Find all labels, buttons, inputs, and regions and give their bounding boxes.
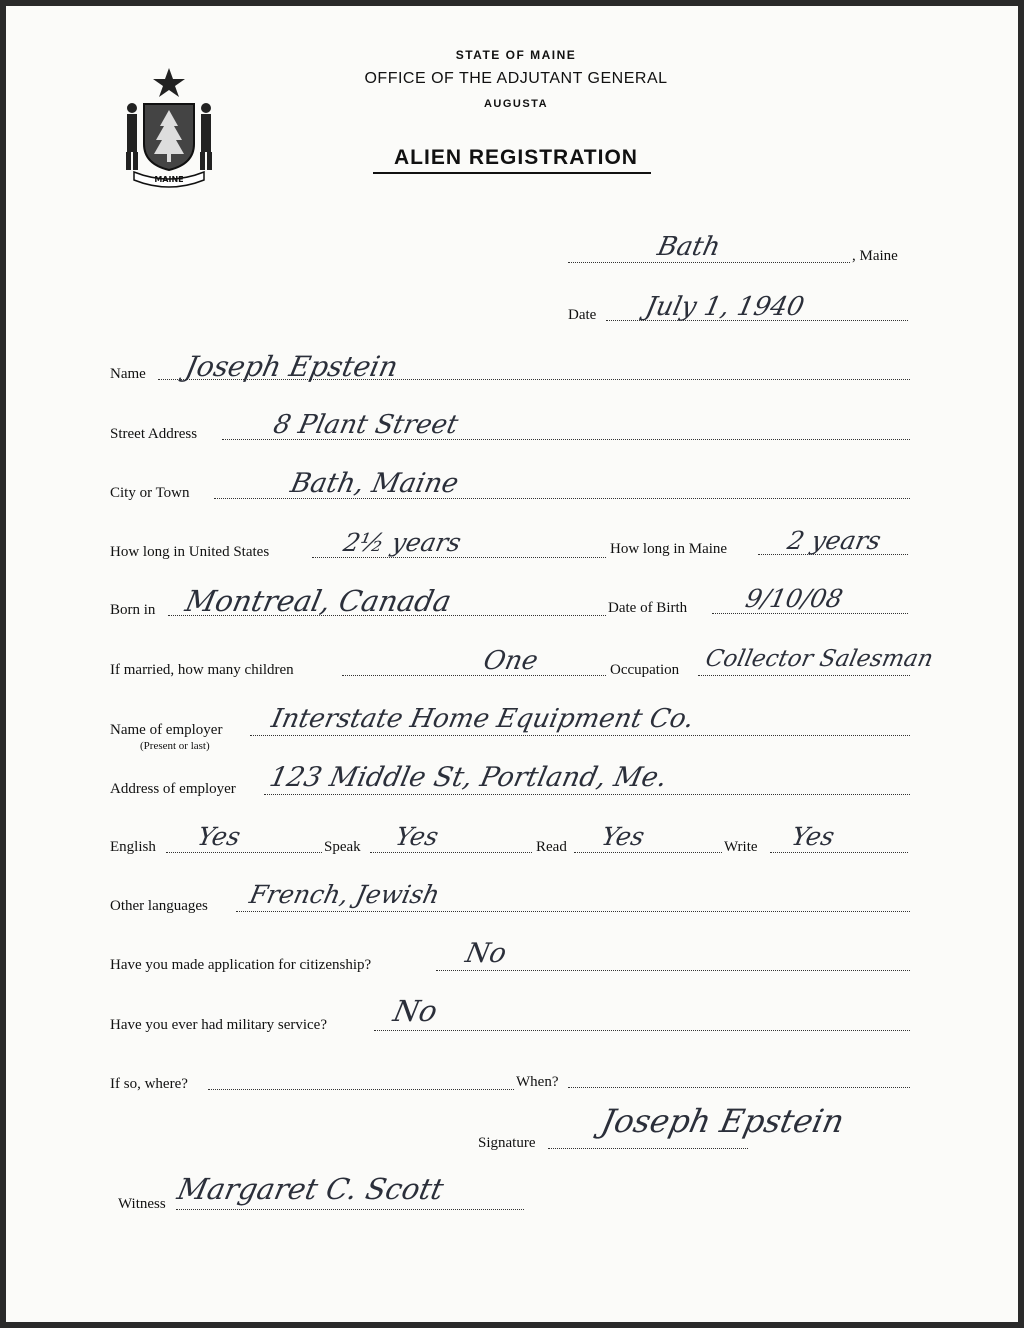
write-value: Yes bbox=[788, 822, 838, 851]
speak-value: Yes bbox=[392, 822, 442, 851]
read-value: Yes bbox=[598, 822, 648, 851]
state-heading: STATE OF MAINE bbox=[455, 48, 577, 62]
occupation-value: Collector Salesman bbox=[703, 646, 936, 672]
children-value: One bbox=[480, 646, 541, 676]
how-long-us-line bbox=[312, 557, 606, 558]
signature-value: Joseph Epstein bbox=[597, 1102, 848, 1140]
form-title: ALIEN REGISTRATION bbox=[394, 146, 638, 169]
born-in-value: Montreal, Canada bbox=[182, 584, 455, 618]
how-long-us-label: How long in United States bbox=[110, 544, 270, 560]
occupation-label: Occupation bbox=[610, 662, 680, 678]
employer-address-value: 123 Middle St, Portland, Me. bbox=[266, 762, 670, 793]
where-line bbox=[208, 1089, 514, 1090]
how-long-maine-label: How long in Maine bbox=[610, 541, 728, 557]
employer-name-value: Interstate Home Equipment Co. bbox=[268, 704, 697, 734]
when-line bbox=[568, 1087, 910, 1088]
street-address-value: 8 Plant Street bbox=[270, 410, 461, 440]
date-value: July 1, 1940 bbox=[642, 292, 807, 322]
employer-note-label: (Present or last) bbox=[140, 740, 210, 752]
write-label: Write bbox=[724, 839, 758, 855]
registration-form bbox=[6, 6, 1018, 1322]
military-line bbox=[374, 1030, 910, 1031]
employer-address-label: Address of employer bbox=[110, 781, 236, 797]
signature-label: Signature bbox=[478, 1135, 536, 1151]
occupation-line bbox=[698, 675, 910, 676]
date-of-birth-value: 9/10/08 bbox=[742, 584, 846, 613]
english-label: English bbox=[110, 839, 156, 855]
signature-line bbox=[548, 1148, 748, 1149]
citizenship-line bbox=[436, 970, 910, 971]
how-long-us-value: 2½ years bbox=[340, 528, 464, 557]
speak-line bbox=[370, 852, 532, 853]
citizenship-value: No bbox=[462, 938, 510, 969]
date-of-birth-line bbox=[712, 613, 908, 614]
children-line bbox=[342, 675, 606, 676]
witness-label: Witness bbox=[118, 1196, 166, 1212]
born-in-label: Born in bbox=[110, 602, 156, 618]
title-underline bbox=[373, 172, 651, 174]
employer-name-label: Name of employer bbox=[110, 722, 223, 738]
name-value: Joseph Epstein bbox=[182, 350, 401, 383]
employer-address-line bbox=[264, 794, 910, 795]
other-languages-value: French, Jewish bbox=[246, 880, 443, 909]
other-languages-label: Other languages bbox=[110, 898, 208, 914]
read-label: Read bbox=[536, 839, 567, 855]
name-label: Name bbox=[110, 366, 146, 382]
if-so-where-label: If so, where? bbox=[110, 1076, 188, 1092]
place-value: Bath bbox=[654, 232, 724, 262]
speak-label: Speak bbox=[324, 839, 361, 855]
city-town-value: Bath, Maine bbox=[287, 468, 462, 499]
city-heading: AUGUSTA bbox=[483, 98, 549, 110]
office-heading: OFFICE OF THE ADJUTANT GENERAL bbox=[364, 70, 668, 87]
other-languages-line bbox=[236, 911, 910, 912]
employer-name-line bbox=[250, 735, 910, 736]
svg-text:MAINE: MAINE bbox=[154, 175, 184, 184]
married-children-label: If married, how many children bbox=[110, 662, 294, 678]
military-label: Have you ever had military service? bbox=[110, 1017, 327, 1033]
read-line bbox=[574, 852, 722, 853]
military-value: No bbox=[390, 994, 441, 1028]
street-address-label: Street Address bbox=[110, 426, 198, 442]
witness-value: Margaret C. Scott bbox=[174, 1172, 447, 1206]
english-value: Yes bbox=[194, 822, 244, 851]
maine-label: , Maine bbox=[852, 248, 898, 264]
city-town-label: City or Town bbox=[110, 485, 190, 501]
date-of-birth-label: Date of Birth bbox=[608, 600, 688, 616]
how-long-maine-value: 2 years bbox=[784, 526, 884, 555]
write-line bbox=[770, 852, 908, 853]
witness-line bbox=[176, 1209, 524, 1210]
date-label: Date bbox=[568, 307, 597, 323]
english-line bbox=[166, 852, 322, 853]
maine-state-seal bbox=[114, 64, 224, 188]
place-line bbox=[568, 262, 850, 263]
citizenship-label: Have you made application for citizenship? bbox=[110, 957, 372, 973]
when-label: When? bbox=[516, 1074, 559, 1090]
